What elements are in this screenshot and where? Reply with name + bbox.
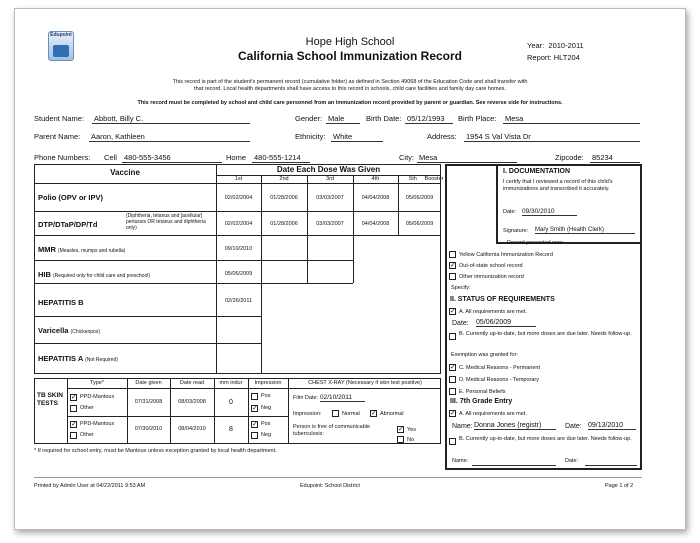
dose-col-4: 4th bbox=[371, 176, 380, 182]
tb1-pos-checkbox[interactable] bbox=[251, 393, 258, 400]
seventh-name-value: Donna Jones (registr) bbox=[474, 422, 556, 430]
year-field: Year: 2010-2011 bbox=[527, 41, 584, 50]
req-c-checkbox[interactable] bbox=[449, 364, 456, 371]
tb2-read: 08/04/2010 bbox=[178, 426, 206, 432]
seventh-grade-title: III. 7th Grade Entry bbox=[450, 398, 513, 405]
vaccine-name: HEPATITIS B bbox=[38, 298, 84, 307]
report-field: Report: HLT204 bbox=[527, 53, 580, 62]
tb1-other-checkbox[interactable] bbox=[70, 405, 77, 412]
dose-date: 01/28/2006 bbox=[270, 221, 298, 227]
doc-date-value: 09/30/2010 bbox=[522, 208, 577, 216]
out-of-state-label: Out-of-state school record bbox=[459, 263, 523, 269]
zipcode-value: 85234 bbox=[590, 153, 640, 163]
tb1-ppd-checkbox[interactable] bbox=[70, 394, 77, 401]
other-record-label: Other immunization record bbox=[459, 274, 524, 280]
parent-name-label: Parent Name: bbox=[34, 132, 81, 141]
tb-col-given: Date given bbox=[135, 380, 162, 386]
tb2-ppd-label: PPD-Mantoux bbox=[80, 421, 115, 427]
signature-label: Signature: bbox=[503, 228, 529, 234]
tb1-other-label: Other bbox=[80, 405, 94, 411]
tb-skin-tests-label: TB SKIN TESTS bbox=[37, 392, 63, 407]
req-b-label: B. Currently up-to-date, but more doses are due later. Needs follow-up. bbox=[459, 331, 632, 337]
tb-col-mm: mm indur bbox=[219, 380, 243, 386]
xray-abnormal-checkbox[interactable] bbox=[370, 410, 377, 417]
birthdate-label: Birth Date: bbox=[366, 114, 402, 123]
tb2-neg-label: Neg bbox=[261, 432, 272, 438]
xray-normal-checkbox[interactable] bbox=[332, 410, 339, 417]
dose-date: 05/06/2009 bbox=[405, 221, 434, 227]
vaccine-name: DTP/DTaP/DP/Td bbox=[38, 220, 98, 229]
tb-col-read: Date read bbox=[179, 380, 205, 386]
tb1-neg-checkbox[interactable] bbox=[251, 405, 258, 412]
address-label: Address: bbox=[427, 132, 457, 141]
student-name-label: Student Name: bbox=[34, 114, 85, 123]
tb1-neg-label: Neg bbox=[261, 405, 272, 411]
dose-date: 04/04/2008 bbox=[361, 195, 390, 201]
req-d-label: D. Medical Reasons - Temporary bbox=[459, 377, 539, 383]
dose-date: 02/02/2004 bbox=[224, 195, 253, 201]
dose-col-2: 2nd bbox=[279, 176, 289, 182]
seventh-date2-line bbox=[585, 465, 637, 466]
tb-free-no-checkbox[interactable] bbox=[397, 436, 404, 443]
printed-by: Printed by Admin User at 04/22/2011 9:53 AM bbox=[34, 483, 146, 489]
city-value: Mesa bbox=[417, 153, 517, 163]
certify-text: I certify that I reviewed a record of this child's immunizations and transcribed it accurately. bbox=[503, 179, 613, 192]
req-d-checkbox[interactable] bbox=[449, 376, 456, 383]
dose-date: 03/03/2007 bbox=[316, 195, 344, 201]
phone-numbers-label: Phone Numbers: bbox=[34, 153, 91, 162]
req-a-checkbox[interactable] bbox=[449, 308, 456, 315]
district: Edupoint: School District bbox=[300, 483, 360, 489]
req-b-checkbox[interactable] bbox=[449, 333, 456, 340]
home-value: 480-555-1214 bbox=[252, 153, 310, 163]
tb-free-yes-label: Yes bbox=[407, 427, 416, 433]
vaccine-name: Polio (OPV or IPV) bbox=[38, 193, 104, 202]
footer-rule bbox=[34, 477, 642, 478]
gender-value: Male bbox=[326, 114, 360, 124]
tb2-given: 07/30/2010 bbox=[134, 426, 163, 432]
vaccine-header: Vaccine bbox=[110, 168, 140, 177]
req-date-value: 05/06/2009 bbox=[476, 319, 536, 327]
tb2-other-checkbox[interactable] bbox=[70, 432, 77, 439]
school-name: Hope High School bbox=[305, 36, 395, 48]
seventh-name-label: Name: bbox=[452, 423, 473, 430]
tb-col-type: Type* bbox=[89, 380, 105, 386]
tb1-read: 08/03/2008 bbox=[178, 399, 206, 405]
req-c-label: C. Medical Reasons - Permanent bbox=[459, 365, 541, 371]
birthdate-value: 05/12/1993 bbox=[405, 114, 453, 124]
seventh-name2-label: Name: bbox=[452, 458, 469, 464]
vaccine-name: Varicella (Chickenpox) bbox=[38, 326, 101, 335]
zipcode-label: Zipcode: bbox=[555, 153, 584, 162]
req-date-label: Date: bbox=[452, 320, 469, 327]
ethnicity-label: Ethnicity: bbox=[295, 132, 326, 141]
parent-name-value: Aaron, Kathleen bbox=[89, 132, 250, 142]
documentation-title: I. DOCUMENTATION bbox=[503, 168, 571, 175]
tb2-other-label: Other bbox=[80, 432, 94, 438]
dose-col-1: 1st bbox=[234, 176, 243, 182]
form-title: California School Immunization Record bbox=[237, 49, 463, 63]
seventh-name2-line bbox=[472, 465, 556, 466]
address-value: 1954 S Val Vista Dr bbox=[464, 132, 640, 142]
seventh-date2-label: Date: bbox=[565, 458, 579, 464]
gender-label: Gender: bbox=[295, 114, 323, 123]
record-presented-label: Record presented was: bbox=[507, 240, 564, 246]
dose-date: 09/10/2010 bbox=[224, 246, 253, 252]
tb1-ppd-label: PPD-Mantoux bbox=[80, 394, 115, 400]
birthplace-value: Mesa bbox=[503, 114, 640, 124]
xray-header: CHEST X-RAY (Necessary if skin test positive) bbox=[308, 380, 422, 386]
tb1-given: 07/31/2008 bbox=[134, 399, 163, 405]
tb2-pos-label: Pos bbox=[261, 421, 271, 427]
tb-free-yes-checkbox[interactable] bbox=[397, 426, 404, 433]
seventh-a-label: A. All requirements are met. bbox=[459, 411, 527, 417]
requirements-title: II. STATUS OF REQUIREMENTS bbox=[450, 296, 555, 303]
exemption-label: Exemption was granted for: bbox=[451, 352, 518, 358]
tb1-mm: 0 bbox=[229, 399, 233, 406]
dose-date: 03/03/2007 bbox=[316, 221, 344, 227]
home-label: Home bbox=[226, 153, 247, 162]
dose-date: 05/06/2009 bbox=[224, 271, 253, 277]
seventh-b-checkbox[interactable] bbox=[449, 438, 456, 445]
student-name-value: Abbott, Billy C. bbox=[92, 114, 250, 124]
cell-value: 480-555-3456 bbox=[122, 153, 222, 163]
cell-label: Cell bbox=[104, 153, 117, 162]
tb2-mm: 8 bbox=[229, 426, 233, 433]
xray-normal-label: Normal bbox=[342, 411, 360, 417]
vaccine-name: HIB (Required only for child care and preschool) bbox=[38, 270, 151, 279]
film-date-label: Film Date: bbox=[293, 395, 319, 401]
vaccine-note: (Diphtheria, tetanus and [acellular] pertussis OR tetanus and diphtheria only) bbox=[126, 213, 206, 231]
signature-value: Mary Smith (Health Clerk) bbox=[535, 227, 635, 234]
yellow-record-label: Yellow California Immunization Record bbox=[459, 252, 553, 258]
doc-date-label: Date: bbox=[503, 209, 517, 215]
seventh-date-value: 09/13/2010 bbox=[588, 422, 636, 430]
legal-note-1: This record is part of the student's permanent record (cumulative folder) as defined in Section 49068 of the Education Code and shall transfer with bbox=[172, 79, 528, 85]
req-a-label: A. All requirements are met. bbox=[459, 309, 527, 315]
instructions-note: This record must be completed by school and child care personnel from an immunization record provided by parent or guardian. See reverse side for instructions. bbox=[137, 100, 563, 106]
city-label: City: bbox=[399, 153, 414, 162]
tb-footnote: * If required for school entry, must be Mantoux unless exception granted by local health department. bbox=[34, 448, 277, 454]
vaccine-name: HEPATITIS A (Not Required) bbox=[38, 354, 118, 363]
tb-free-label: Person is free of communicable tuberculosis: bbox=[293, 424, 371, 437]
film-date-value: 02/10/2011 bbox=[320, 394, 365, 402]
dose-date: 04/04/2008 bbox=[361, 221, 390, 227]
dose-date: 02/26/2011 bbox=[224, 298, 253, 304]
impression-label: Impression: bbox=[293, 411, 322, 417]
yellow-record-checkbox[interactable] bbox=[449, 251, 456, 258]
page-number: Page 1 of 2 bbox=[605, 483, 634, 489]
req-e-label: E. Personal Beliefs bbox=[459, 389, 506, 395]
dose-date: 02/02/2004 bbox=[224, 221, 253, 227]
dose-date: 05/06/2009 bbox=[405, 195, 434, 201]
tb2-neg-checkbox[interactable] bbox=[251, 432, 258, 439]
dose-col-booster: Booster bbox=[424, 176, 444, 182]
vaccine-name: MMR (Measles, mumps and rubella) bbox=[38, 245, 126, 254]
tb-col-impression: Impression bbox=[254, 380, 282, 386]
dose-col-3: 3rd bbox=[326, 176, 334, 182]
dose-header: Date Each Dose Was Given bbox=[276, 165, 381, 174]
specify-label: Specify: bbox=[451, 285, 471, 291]
ethnicity-value: White bbox=[331, 132, 383, 142]
tb2-pos-checkbox[interactable] bbox=[251, 421, 258, 428]
tb1-pos-label: Pos bbox=[261, 393, 271, 399]
dose-date: 01/28/2006 bbox=[270, 195, 298, 201]
edupoint-logo: Edupoint bbox=[48, 31, 74, 61]
out-of-state-checkbox[interactable] bbox=[449, 262, 456, 269]
seventh-date-label: Date: bbox=[565, 423, 582, 430]
dose-col-5: 5th bbox=[409, 176, 417, 182]
tb2-ppd-checkbox[interactable] bbox=[70, 421, 77, 428]
xray-abnormal-label: Abnormal bbox=[380, 411, 404, 417]
seventh-b-label: B. Currently up-to-date, but more doses are due later. Needs follow-up. bbox=[459, 436, 632, 442]
tb-free-no-label: No bbox=[407, 437, 415, 443]
seventh-a-checkbox[interactable] bbox=[449, 410, 456, 417]
other-record-checkbox[interactable] bbox=[449, 273, 456, 280]
legal-note-2: that record. Local health departments shall have access to this record in schools, child care facilities and family day care homes. bbox=[194, 86, 506, 92]
req-e-checkbox[interactable] bbox=[449, 388, 456, 395]
birthplace-label: Birth Place: bbox=[458, 114, 497, 123]
